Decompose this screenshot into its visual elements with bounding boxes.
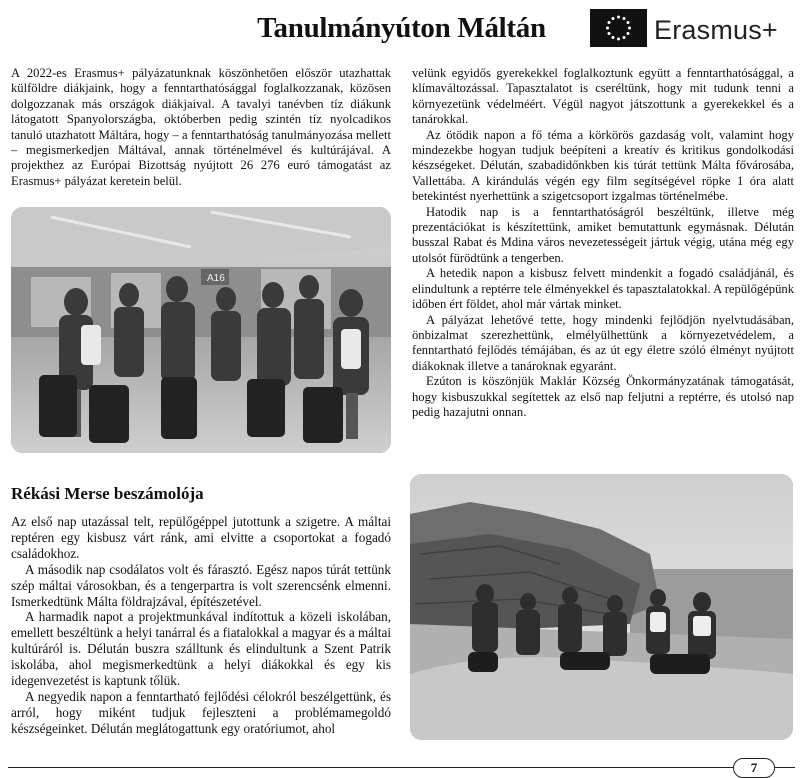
- report-paragraph: A harmadik napot a projektmunkával indítottuk a közeli iskolában, emellett beszéltünk a helyi tanárral és a fiatalokkal a magyar és a máltai kultúráról is. Délután buszra szálltunk és elindultunk a Szent Patrik iskolába, ahol megismerkedtünk a helyi diákokkal és egy kis idegenvezetést is kaptunk tőlük.: [11, 609, 391, 689]
- page-number: 7: [733, 758, 775, 778]
- right-column: [412, 66, 794, 420]
- right-paragraph: Az ötödik napon a fő téma a körkörös gazdaság volt, valamint hogy mindezekbe hogyan tudjuk beépíteni a kreatív és kritikus gondolkodási készségeket. Délután, szabadidőnkben kis túrát tettünk Málta fővárosába, Vallettába. A kirándulás végén egy film segítségével röpke 1 óra alatt betekintést nyerhettünk a szigetcsoport izgalmas történelmébe.: [412, 127, 794, 204]
- report-column: [11, 514, 391, 737]
- right-paragraph: velünk egyidős gyerekekkel foglalkoztunk együtt a fenntarthatósággal, a klímaváltozással. Tapasztalatot is cseréltünk, hogy mit tudunk tenni a környezetünk védelméért. Végül nagyot játszottunk a gyerekekkel és a tanárokkal.: [412, 66, 794, 127]
- cliff-group-photo: [410, 474, 793, 740]
- erasmus-logo: [590, 9, 800, 51]
- intro-column: [11, 66, 391, 189]
- right-paragraph: A hetedik napon a kisbusz felvett mindenkit a fogadó családjánál, és elindultunk a reptérre tele élményekkel és tapasztalatokkal. A repülőgépünk időben ért földet, ahol már vártak minket.: [412, 266, 794, 312]
- intro-paragraph: A 2022-es Erasmus+ pályázatunknak köszönhetően először utazhattak külföldre diákjaink, hogy a fenntarthatósággal foglalkozzanak, közösen dolgozzanak más országok diákjaival. A tavalyi tanévben tíz diákunk látogatott Spanyolországba, októberben pedig szintén tíz nyolcadikos tanuló utazhatott Máltára, hogy – a fenntarthatóság tanulmányozása mellett – megismerkedjen Máltával, annak történelmével és kultúrájával. A projekthez az Európai Bizottság nyújtott 26 276 euró támogatást az Erasmus+ pályázat keretein belül.: [11, 66, 391, 188]
- report-paragraph: A negyedik napon a fenntartható fejlődési célokról beszélgettünk, és arról, hogy miként tudjuk fejleszteni a problémamegoldó készségeinket. Délután meglátogattunk egy oratóriumot, ahol: [11, 688, 391, 736]
- footer-rule: [8, 767, 795, 768]
- right-paragraph: Hatodik nap is a fenntarthatóságról beszéltünk, illetve még prezentációkat is készítettünk, amiket bemutattunk egymásnak. Délután busszal Rabat és Mdina város nevezetességeit jártuk végig, utána még egy utolsót fürödtünk a tengerben.: [412, 204, 794, 265]
- airport-group-photo: [11, 207, 391, 453]
- erasmus-wordmark: Erasmus+: [654, 15, 778, 45]
- report-heading: Rékási Merse beszámolója: [11, 484, 204, 503]
- right-paragraph: A pályázat lehetővé tette, hogy mindenki fejlődjön nyelvtudásában, önbizalmat szerezhettünk, elmélyülhettünk a környezetvédelem, a fenntartható fejlődés témájában, és az út egy életre szóló élményt nyújtott diákoknak illetve a tanároknak egyaránt.: [412, 312, 794, 373]
- right-paragraph: Ezúton is köszönjük Maklár Község Önkormányzatának támogatását, hogy kisbuszukkal segítettek az első nap feljutni a reptérre, és utolsó nap pedig hazajutni onnan.: [412, 374, 794, 419]
- eu-flag-icon: [590, 9, 647, 47]
- page-title: Tanulmányúton Máltán: [257, 12, 546, 44]
- gate-sign: A16: [207, 273, 225, 284]
- report-paragraph: Az első nap utazással telt, repülőgéppel jutottunk a szigetre. A máltai reptéren egy kisbusz várt ránk, ami elvitte a csoportokat a fogadó családokhoz.: [11, 514, 391, 561]
- report-paragraph: A második nap csodálatos volt és fárasztó. Egész napos túrát tettünk szép máltai városokban, és a tengerpartra is volt szerencsénk elmenni. Ismerkedtünk Málta földrajzával, építészetével.: [11, 561, 391, 609]
